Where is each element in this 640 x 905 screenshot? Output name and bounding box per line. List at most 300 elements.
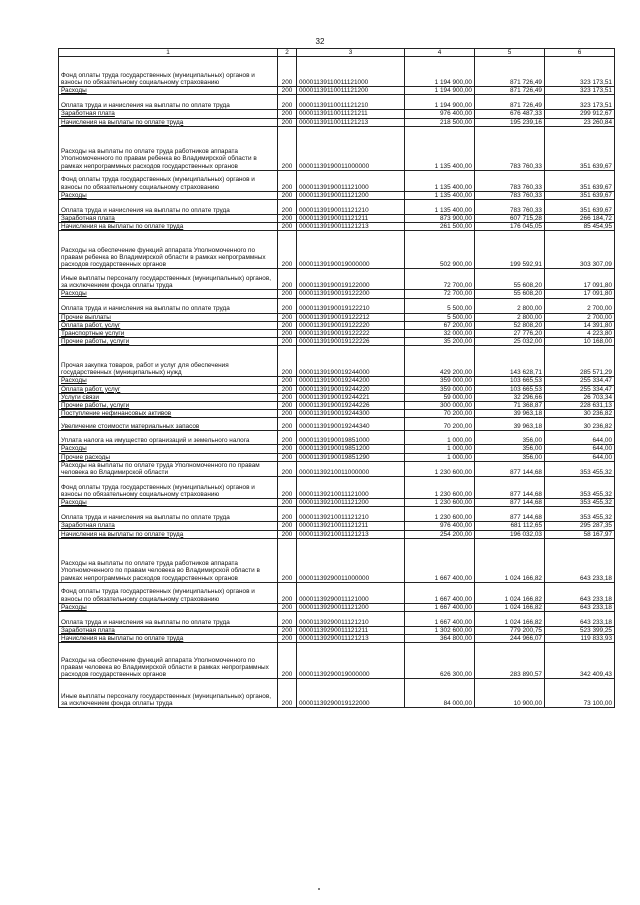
row-line-code: 200	[278, 110, 297, 118]
row-unexecuted: 523 399,25	[545, 627, 615, 635]
row-name: Заработная плата	[59, 522, 278, 530]
row-unexecuted: 255 334,47	[545, 385, 615, 393]
table-row	[59, 499, 615, 507]
row-line-code: 200	[278, 431, 297, 445]
row-approved: 5 500,00	[405, 313, 475, 321]
row-name: Расходы	[59, 290, 278, 298]
row-approved: 1 667 400,00	[405, 603, 475, 611]
row-unexecuted: 2 700,00	[545, 298, 615, 313]
table-row	[59, 393, 615, 401]
row-budget-code: 00001139190019122000	[297, 269, 405, 290]
row-approved: 254 200,00	[405, 530, 475, 538]
table-row	[59, 170, 615, 191]
row-unexecuted: 643 233,18	[545, 603, 615, 611]
row-executed: 877 144,68	[475, 507, 545, 522]
table-row	[59, 522, 615, 530]
row-executed: 10 900,00	[475, 679, 545, 708]
row-name: Оплата работ, услуг	[59, 385, 278, 393]
row-executed: 199 592,91	[475, 231, 545, 269]
row-approved: 1 667 400,00	[405, 612, 475, 627]
row-executed: 195 239,16	[475, 118, 545, 126]
row-name: Прочие работы, услуги	[59, 402, 278, 410]
table-row	[59, 538, 615, 582]
row-name: Прочие работы, услуги	[59, 338, 278, 346]
row-executed: 32 296,66	[475, 393, 545, 401]
row-line-code: 200	[278, 126, 297, 170]
row-line-code: 200	[278, 313, 297, 321]
row-executed: 2 800,00	[475, 313, 545, 321]
row-unexecuted: 26 703,34	[545, 393, 615, 401]
table-row	[59, 377, 615, 385]
row-approved: 626 300,00	[405, 643, 475, 679]
table-row	[59, 110, 615, 118]
row-budget-code: 00001139290011121211	[297, 627, 405, 635]
table-row	[59, 445, 615, 453]
row-executed: 1 024 166,82	[475, 582, 545, 603]
row-approved: 1 194 900,00	[405, 87, 475, 95]
row-executed: 871 726,49	[475, 57, 545, 87]
row-budget-code: 00001139210011121200	[297, 499, 405, 507]
row-approved: 1 230 600,00	[405, 477, 475, 499]
row-unexecuted: 228 631,13	[545, 402, 615, 410]
row-unexecuted: 351 639,67	[545, 200, 615, 215]
row-approved: 1 135 400,00	[405, 191, 475, 199]
row-unexecuted: 643 233,18	[545, 538, 615, 582]
row-unexecuted: 342 409,43	[545, 643, 615, 679]
row-line-code: 200	[278, 290, 297, 298]
row-line-code: 200	[278, 477, 297, 499]
row-line-code: 200	[278, 377, 297, 385]
row-unexecuted: 303 307,09	[545, 231, 615, 269]
row-line-code: 200	[278, 118, 297, 126]
row-approved: 59 000,00	[405, 393, 475, 401]
row-executed: 103 665,53	[475, 385, 545, 393]
row-approved: 502 900,00	[405, 231, 475, 269]
row-unexecuted: 23 260,84	[545, 118, 615, 126]
row-executed: 871 726,49	[475, 95, 545, 110]
scan-dot	[318, 888, 320, 890]
table-row	[59, 410, 615, 418]
row-executed: 877 144,68	[475, 477, 545, 499]
header-col-3: 3	[297, 49, 405, 57]
row-executed: 25 032,00	[475, 338, 545, 346]
row-line-code: 200	[278, 582, 297, 603]
row-executed: 877 144,68	[475, 461, 545, 476]
row-budget-code: 00001139190019244000	[297, 346, 405, 377]
table-row	[59, 461, 615, 476]
row-line-code: 200	[278, 57, 297, 87]
row-budget-code: 00001139190019851290	[297, 453, 405, 461]
row-name: Начисления на выплаты по оплате труда	[59, 223, 278, 231]
row-name: Услуги связи	[59, 393, 278, 401]
row-name: Расходы на обеспечение функций аппарата Уполномоченного по правам человека во Владимирской области в рамках непрограммных расходов государственных органов	[59, 643, 278, 679]
row-executed: 39 963,18	[475, 410, 545, 418]
row-executed: 607 715,28	[475, 215, 545, 223]
row-approved: 84 000,00	[405, 679, 475, 708]
table-row	[59, 223, 615, 231]
row-budget-code: 00001139290019122000	[297, 679, 405, 708]
row-executed: 1 024 166,82	[475, 538, 545, 582]
row-line-code: 200	[278, 338, 297, 346]
row-name: Прочие расходы	[59, 453, 278, 461]
row-name: Оплата труда и начисления на выплаты по оплате труда	[59, 95, 278, 110]
row-line-code: 200	[278, 269, 297, 290]
row-name: Заработная плата	[59, 627, 278, 635]
row-line-code: 200	[278, 402, 297, 410]
row-approved: 359 000,00	[405, 377, 475, 385]
row-executed: 783 760,33	[475, 170, 545, 191]
row-name: Фонд оплаты труда государственных (муниципальных) органов и взносы по обязательному социальному страхованию	[59, 170, 278, 191]
row-approved: 67 200,00	[405, 321, 475, 329]
row-budget-code: 00001139190019244226	[297, 402, 405, 410]
row-name: Расходы	[59, 377, 278, 385]
row-executed: 356,00	[475, 431, 545, 445]
table-row	[59, 313, 615, 321]
row-budget-code: 00001139210011121210	[297, 507, 405, 522]
table-row	[59, 290, 615, 298]
row-unexecuted: 58 167,97	[545, 530, 615, 538]
row-line-code: 200	[278, 418, 297, 431]
row-budget-code: 00001139110011121200	[297, 87, 405, 95]
row-budget-code: 00001139110011121211	[297, 110, 405, 118]
row-executed: 871 726,49	[475, 87, 545, 95]
row-name: Расходы на обеспечение функций аппарата Уполномоченного по правам ребенка во Владимирской области в рамках непрограммных расходов государственных органов	[59, 231, 278, 269]
row-executed: 779 200,75	[475, 627, 545, 635]
table-row	[59, 191, 615, 199]
row-budget-code: 00001139290019000000	[297, 643, 405, 679]
row-approved: 70 200,00	[405, 418, 475, 431]
row-name: Уплата налога на имущество организаций и земельного налога	[59, 431, 278, 445]
row-budget-code: 00001139190011121210	[297, 200, 405, 215]
row-unexecuted: 644,00	[545, 431, 615, 445]
row-name: Увеличение стоимости материальных запасов	[59, 418, 278, 431]
table-row	[59, 118, 615, 126]
row-line-code: 200	[278, 627, 297, 635]
table-row	[59, 507, 615, 522]
row-name: Оплата работ, услуг	[59, 321, 278, 329]
row-name: Расходы	[59, 191, 278, 199]
row-approved: 976 400,00	[405, 522, 475, 530]
row-approved: 5 500,00	[405, 298, 475, 313]
row-approved: 1 230 600,00	[405, 499, 475, 507]
row-name: Расходы	[59, 603, 278, 611]
row-unexecuted: 351 639,67	[545, 126, 615, 170]
row-unexecuted: 644,00	[545, 453, 615, 461]
row-unexecuted: 323 173,51	[545, 87, 615, 95]
table-body	[59, 57, 615, 708]
row-executed: 103 665,53	[475, 377, 545, 385]
row-approved: 218 500,00	[405, 118, 475, 126]
row-executed: 244 966,07	[475, 635, 545, 643]
table-row	[59, 612, 615, 627]
row-unexecuted: 353 455,32	[545, 507, 615, 522]
row-name: Фонд оплаты труда государственных (муниципальных) органов и взносы по обязательному социальному страхованию	[59, 57, 278, 87]
row-name: Фонд оплаты труда государственных (муниципальных) органов и взносы по обязательному социальному страхованию	[59, 477, 278, 499]
header-col-1: 1	[59, 49, 278, 57]
row-budget-code: 00001139290011121210	[297, 612, 405, 627]
row-approved: 359 000,00	[405, 385, 475, 393]
row-line-code: 200	[278, 603, 297, 611]
row-name: Прочие выплаты	[59, 313, 278, 321]
row-name: Прочая закупка товаров, работ и услуг для обеспечения государственных (муниципальных) нужд	[59, 346, 278, 377]
table-row	[59, 95, 615, 110]
row-unexecuted: 119 833,93	[545, 635, 615, 643]
row-unexecuted: 323 173,51	[545, 57, 615, 87]
row-approved: 1 000,00	[405, 445, 475, 453]
row-unexecuted: 4 223,80	[545, 330, 615, 338]
table-row	[59, 330, 615, 338]
row-line-code: 200	[278, 453, 297, 461]
table-row	[59, 321, 615, 329]
row-approved: 70 200,00	[405, 410, 475, 418]
row-approved: 1 230 600,00	[405, 461, 475, 476]
header-col-2: 2	[278, 49, 297, 57]
row-approved: 1 135 400,00	[405, 200, 475, 215]
row-unexecuted: 353 455,32	[545, 477, 615, 499]
table-row	[59, 453, 615, 461]
row-budget-code: 00001139290011121000	[297, 582, 405, 603]
row-line-code: 200	[278, 499, 297, 507]
table-row	[59, 418, 615, 431]
row-budget-code: 00001139190019122222	[297, 330, 405, 338]
table-row	[59, 477, 615, 499]
row-approved: 976 400,00	[405, 110, 475, 118]
row-name: Оплата труда и начисления на выплаты по оплате труда	[59, 507, 278, 522]
row-budget-code: 00001139110011121210	[297, 95, 405, 110]
row-name: Начисления на выплаты по оплате труда	[59, 118, 278, 126]
row-line-code: 200	[278, 385, 297, 393]
row-line-code: 200	[278, 215, 297, 223]
row-approved: 873 900,00	[405, 215, 475, 223]
row-name: Расходы на выплаты по оплате труда работников аппарата Уполномоченного по правам человека во Владимирской области в рамках непрограммных расходов государственных органов	[59, 538, 278, 582]
row-line-code: 200	[278, 95, 297, 110]
row-executed: 1 024 166,82	[475, 603, 545, 611]
table-row	[59, 87, 615, 95]
row-approved: 1 135 400,00	[405, 170, 475, 191]
table-row	[59, 338, 615, 346]
table-row	[59, 200, 615, 215]
row-budget-code: 00001139190019244340	[297, 418, 405, 431]
row-approved: 300 000,00	[405, 402, 475, 410]
row-executed: 143 628,71	[475, 346, 545, 377]
row-budget-code: 00001139190019244220	[297, 385, 405, 393]
row-budget-code: 00001139210011121000	[297, 477, 405, 499]
row-name: Поступление нефинансовых активов	[59, 410, 278, 418]
row-approved: 429 200,00	[405, 346, 475, 377]
row-approved: 1 194 900,00	[405, 95, 475, 110]
row-executed: 71 368,87	[475, 402, 545, 410]
row-name: Расходы на выплаты по оплате труда Уполномоченного по правам человека во Владимирской области	[59, 461, 278, 476]
row-line-code: 200	[278, 298, 297, 313]
row-name: Оплата труда и начисления на выплаты по оплате труда	[59, 612, 278, 627]
row-budget-code: 00001139190019244200	[297, 377, 405, 385]
row-line-code: 200	[278, 461, 297, 476]
table-row	[59, 126, 615, 170]
table-row	[59, 679, 615, 708]
row-budget-code: 00001139190019851200	[297, 445, 405, 453]
row-executed: 52 808,20	[475, 321, 545, 329]
row-approved: 1 302 600,00	[405, 627, 475, 635]
row-unexecuted: 643 233,18	[545, 612, 615, 627]
row-budget-code: 00001139190019000000	[297, 231, 405, 269]
row-name: Расходы	[59, 499, 278, 507]
row-approved: 261 500,00	[405, 223, 475, 231]
row-executed: 2 800,00	[475, 298, 545, 313]
row-budget-code: 00001139110011121213	[297, 118, 405, 126]
row-approved: 32 000,00	[405, 330, 475, 338]
row-executed: 783 760,33	[475, 191, 545, 199]
table-row	[59, 603, 615, 611]
row-line-code: 200	[278, 612, 297, 627]
row-budget-code: 00001139190019122200	[297, 290, 405, 298]
row-line-code: 200	[278, 223, 297, 231]
row-unexecuted: 17 091,80	[545, 290, 615, 298]
row-unexecuted: 30 236,82	[545, 418, 615, 431]
row-budget-code: 00001139190019851000	[297, 431, 405, 445]
row-line-code: 200	[278, 87, 297, 95]
header-row	[59, 49, 615, 57]
row-line-code: 200	[278, 191, 297, 199]
row-budget-code: 00001139190011121000	[297, 170, 405, 191]
row-unexecuted: 17 091,80	[545, 269, 615, 290]
row-executed: 283 890,57	[475, 643, 545, 679]
row-budget-code: 00001139190011121213	[297, 223, 405, 231]
row-approved: 1 667 400,00	[405, 538, 475, 582]
table-row	[59, 635, 615, 643]
row-unexecuted: 14 391,80	[545, 321, 615, 329]
row-approved: 1 667 400,00	[405, 582, 475, 603]
budget-table	[58, 48, 615, 708]
page-number: 32	[315, 37, 325, 46]
row-executed: 1 024 166,82	[475, 612, 545, 627]
row-line-code: 200	[278, 330, 297, 338]
row-unexecuted: 644,00	[545, 445, 615, 453]
row-budget-code: 00001139210011121213	[297, 530, 405, 538]
row-name: Расходы	[59, 87, 278, 95]
row-executed: 356,00	[475, 445, 545, 453]
row-budget-code: 00001139190011121200	[297, 191, 405, 199]
row-line-code: 200	[278, 200, 297, 215]
row-line-code: 200	[278, 393, 297, 401]
table-row	[59, 402, 615, 410]
row-approved: 72 700,00	[405, 290, 475, 298]
row-line-code: 200	[278, 346, 297, 377]
row-name: Иные выплаты персоналу государственных (муниципальных) органов, за исключением фонда оплаты труда	[59, 679, 278, 708]
row-budget-code: 00001139190019122220	[297, 321, 405, 329]
table-row	[59, 231, 615, 269]
row-unexecuted: 351 639,67	[545, 170, 615, 191]
row-name: Начисления на выплаты по оплате труда	[59, 530, 278, 538]
row-line-code: 200	[278, 522, 297, 530]
row-unexecuted: 73 100,00	[545, 679, 615, 708]
row-budget-code: 00001139190019244300	[297, 410, 405, 418]
row-unexecuted: 2 700,00	[545, 313, 615, 321]
row-executed: 676 487,33	[475, 110, 545, 118]
row-name: Заработная плата	[59, 215, 278, 223]
header-col-5: 5	[475, 49, 545, 57]
row-budget-code: 00001139110011121000	[297, 57, 405, 87]
row-unexecuted: 10 168,00	[545, 338, 615, 346]
row-unexecuted: 353 455,32	[545, 461, 615, 476]
row-line-code: 200	[278, 321, 297, 329]
row-budget-code: 00001139210011000000	[297, 461, 405, 476]
row-approved: 72 700,00	[405, 269, 475, 290]
row-line-code: 200	[278, 530, 297, 538]
row-approved: 1 135 400,00	[405, 126, 475, 170]
row-executed: 176 045,05	[475, 223, 545, 231]
table-row	[59, 215, 615, 223]
row-name: Заработная плата	[59, 110, 278, 118]
row-name: Расходы на выплаты по оплате труда работников аппарата Уполномоченного по правам ребенка во Владимирской области в рамках непрограммных расходов государственных органов	[59, 126, 278, 170]
row-budget-code: 00001139190019122210	[297, 298, 405, 313]
row-line-code: 200	[278, 170, 297, 191]
row-unexecuted: 30 236,82	[545, 410, 615, 418]
row-budget-code: 00001139290011121213	[297, 635, 405, 643]
row-line-code: 200	[278, 507, 297, 522]
row-unexecuted: 299 912,67	[545, 110, 615, 118]
row-executed: 39 963,18	[475, 418, 545, 431]
row-approved: 364 800,00	[405, 635, 475, 643]
row-approved: 1 194 900,00	[405, 57, 475, 87]
table-row	[59, 530, 615, 538]
row-name: Транспортные услуги	[59, 330, 278, 338]
row-unexecuted: 266 184,72	[545, 215, 615, 223]
row-executed: 196 032,03	[475, 530, 545, 538]
row-approved: 35 200,00	[405, 338, 475, 346]
header-col-6: 6	[545, 49, 615, 57]
row-unexecuted: 323 173,51	[545, 95, 615, 110]
row-budget-code: 00001139190011121211	[297, 215, 405, 223]
table-row	[59, 346, 615, 377]
table-row	[59, 269, 615, 290]
row-line-code: 200	[278, 635, 297, 643]
row-budget-code: 00001139290011000000	[297, 538, 405, 582]
row-budget-code: 00001139190011000000	[297, 126, 405, 170]
row-executed: 783 760,33	[475, 126, 545, 170]
row-name: Расходы	[59, 445, 278, 453]
row-name: Фонд оплаты труда государственных (муниципальных) органов и взносы по обязательному социальному страхованию	[59, 582, 278, 603]
table-row	[59, 431, 615, 445]
table-row	[59, 57, 615, 87]
table-row	[59, 298, 615, 313]
row-approved: 1 000,00	[405, 453, 475, 461]
row-name: Оплата труда и начисления на выплаты по оплате труда	[59, 200, 278, 215]
row-name: Иные выплаты персоналу государственных (муниципальных) органов, за исключением фонда оплаты труда	[59, 269, 278, 290]
row-line-code: 200	[278, 643, 297, 679]
row-line-code: 200	[278, 445, 297, 453]
header-col-4: 4	[405, 49, 475, 57]
row-unexecuted: 351 639,67	[545, 191, 615, 199]
row-line-code: 200	[278, 538, 297, 582]
row-name: Оплата труда и начисления на выплаты по оплате труда	[59, 298, 278, 313]
row-unexecuted: 85 454,95	[545, 223, 615, 231]
row-unexecuted: 295 287,35	[545, 522, 615, 530]
row-budget-code: 00001139190019244221	[297, 393, 405, 401]
row-executed: 783 760,33	[475, 200, 545, 215]
row-budget-code: 00001139210011121211	[297, 522, 405, 530]
row-executed: 55 608,20	[475, 290, 545, 298]
row-unexecuted: 285 571,29	[545, 346, 615, 377]
row-unexecuted: 255 334,47	[545, 377, 615, 385]
table-row	[59, 643, 615, 679]
table-row	[59, 627, 615, 635]
row-executed: 356,00	[475, 453, 545, 461]
row-budget-code: 00001139290011121200	[297, 603, 405, 611]
row-approved: 1 230 600,00	[405, 507, 475, 522]
row-line-code: 200	[278, 231, 297, 269]
row-executed: 55 608,20	[475, 269, 545, 290]
row-unexecuted: 353 455,32	[545, 499, 615, 507]
